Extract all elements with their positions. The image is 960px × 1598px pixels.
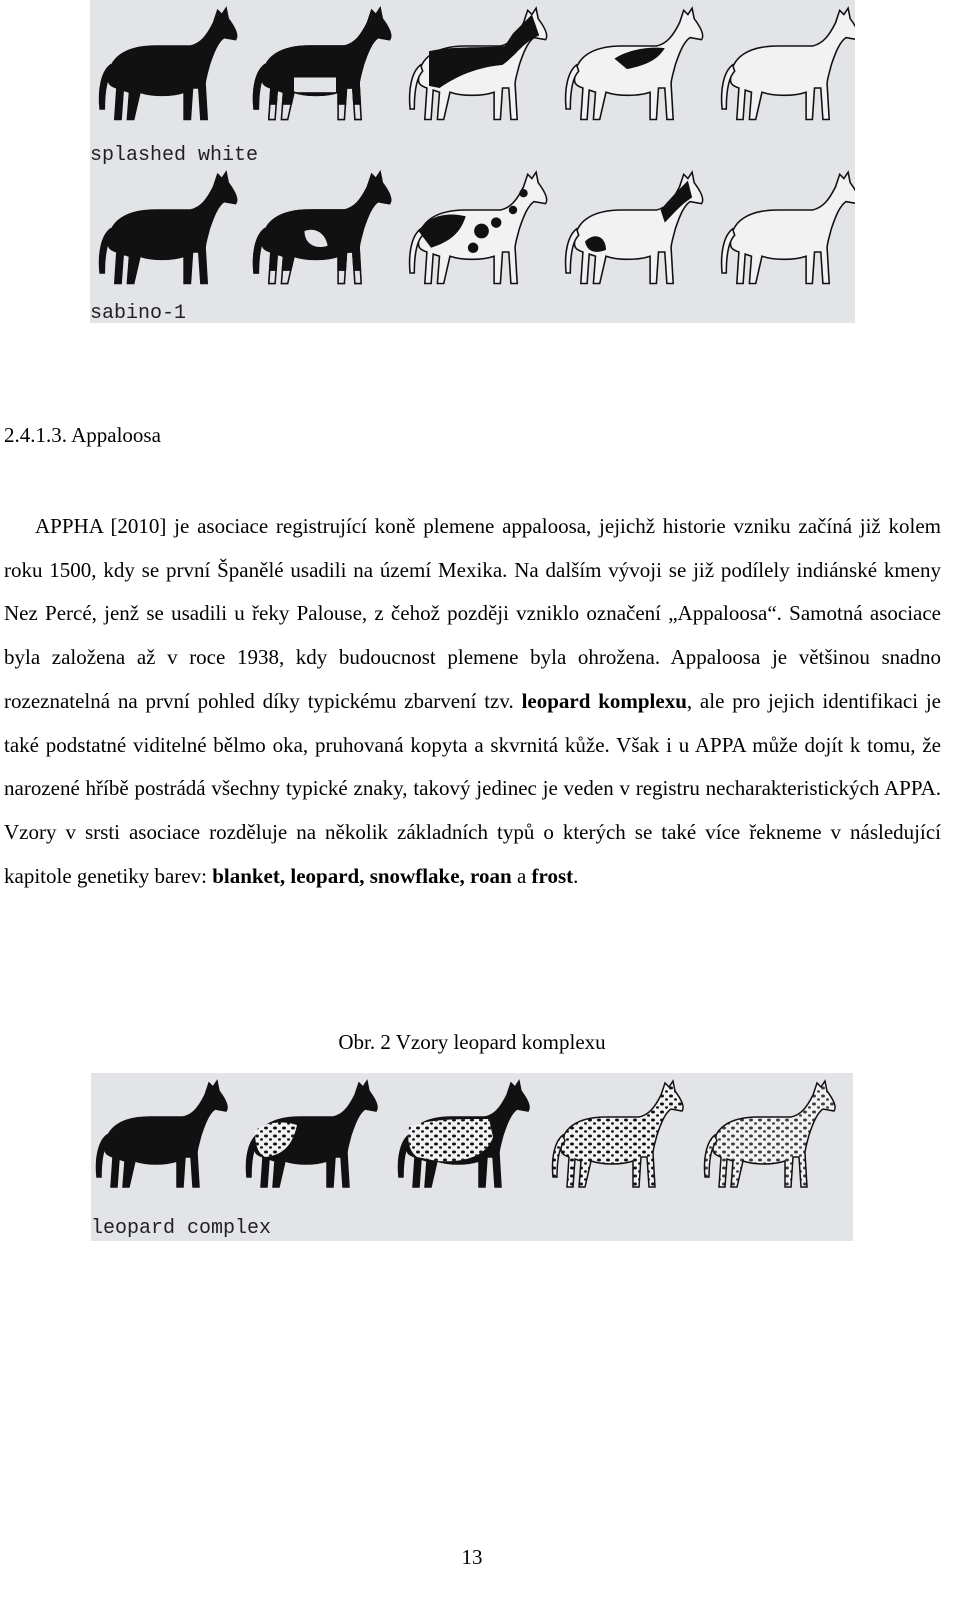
figure-splashed-sabino	[90, 0, 855, 323]
paragraph-part-2: , ale pro jejich identifikaci je také podstatné viditelné bělmo oka, pruhovaná kopyta a skvrnitá kůže. Však i u APPA může dojít k tomu, že narozené hříbě postrádá všechny typické znaky, takový jedinec je veden v registru necharakteristických APPA. Vzory v srsti asociace rozděluje na několik základních typů o kterých se také více řekneme v následující kapitole genetiky barev:	[4, 688, 942, 888]
bold-frost: frost	[531, 863, 574, 888]
paragraph-part-1: APPHA [2010] je asociace registrující koně plemene appaloosa, jejichž historie vzniku začíná již kolem roku 1500, kdy se první Španělé usadili na území Mexika. Na dalším vývoji se již podílely indiánské kmeny Nez Percé, jenž se usadili u řeky Palouse, z čehož později vzniklo označení „Appaloosa“. Samotná asociace byla založena až v roce 1938, kdy budoucnost plemene byla ohrožena. Appaloosa je většinou snadno rozeznatelná na první pohled díky typickému zbarvení tzv.	[4, 514, 941, 713]
bold-leopard-komplexu: leopard komplexu	[521, 688, 687, 713]
sabino-1-label: sabino-1	[90, 302, 187, 323]
section-heading: 2.4.1.3. Appaloosa	[4, 423, 161, 447]
leopard-complex-label: leopard complex	[91, 1217, 272, 1240]
body-paragraph	[4, 505, 941, 898]
paragraph-part-4: .	[573, 863, 579, 888]
horse-illustrations-top	[90, 0, 855, 323]
figure-caption: Obr. 2 Vzory leopard komplexu	[338, 1030, 606, 1054]
figure-leopard-complex	[91, 1073, 853, 1241]
splashed-white-label: splashed white	[90, 144, 259, 167]
bold-pattern-types: blanket, leopard, snowflake, roan	[212, 863, 512, 888]
paragraph-part-3: a	[511, 863, 532, 888]
page-number: 13	[461, 1545, 483, 1569]
horse-illustrations-bottom	[91, 1073, 853, 1241]
